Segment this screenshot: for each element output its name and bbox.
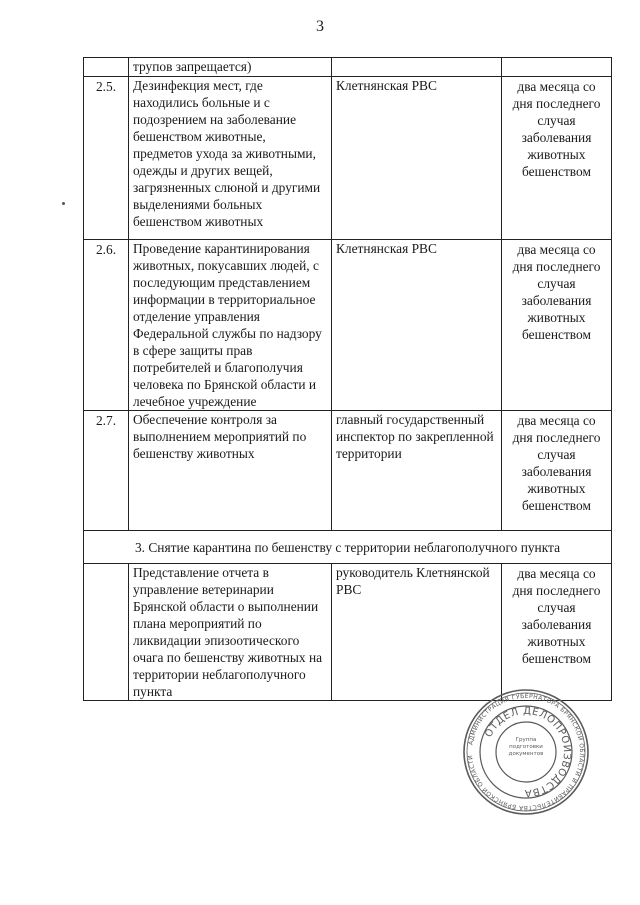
stamp-ring-text: ОТДЕЛ ДЕЛОПРОИЗВОДСТВА: [483, 705, 573, 799]
deadline-cell: два месяца со дня последнего случая заболевания животных бешенством: [502, 77, 612, 240]
measure-text-cell: Проведение карантинирования животных, покусавших людей, с последующим представлением информации в территориальное отделение управления Федеральной службы по надзору в сфере защиты прав потребителей и благополучия человека по Брянской области и лечебное учреждение: [129, 240, 332, 411]
section-title: 3. Снятие карантина по бешенству с территории неблагополучного пункта: [84, 531, 612, 564]
row-number-cell: 2.6.: [84, 240, 129, 411]
responsible-cell: Клетнянская РВС: [332, 240, 502, 411]
stamp-center-text: Группа подготовки документов: [508, 737, 544, 757]
responsible-cell: Клетнянская РВС: [332, 77, 502, 240]
measure-text-cell: Дезинфекция мест, где находились больные и с подозрением на заболевание бешенством животные, предметов ухода за животными, одежды и других вещей, загрязненных слюной и другими выделениями больных бешенством животных: [129, 77, 332, 240]
row-number-cell: 2.5.: [84, 77, 129, 240]
table-row: [84, 58, 612, 77]
margin-mark: [62, 202, 65, 205]
section-header-row: [84, 531, 612, 564]
table-row: [84, 411, 612, 531]
responsible-cell: руководитель Клетнянской РВС: [332, 564, 502, 701]
row-number-cell: [84, 58, 129, 77]
deadline-cell: [502, 58, 612, 77]
row-number-cell: [84, 564, 129, 701]
table-row: [84, 564, 612, 701]
table-row: [84, 77, 612, 240]
deadline-cell: два месяца со дня последнего случая заболевания животных бешенством: [502, 411, 612, 531]
stamp-outer-text: АДМИНИСТРАЦИЯ ГУБЕРНАТОРА БРЯНСКОЙ ОБЛАСТИ И ПРАВИТЕЛЬСТВА БРЯНСКОЙ ОБЛАСТИ: [467, 692, 586, 812]
row-number-cell: 2.7.: [84, 411, 129, 531]
measure-text-cell: Обеспечение контроля за выполнением мероприятий по бешенству животных: [129, 411, 332, 531]
page-number: 3: [316, 18, 324, 35]
measure-text-cell: Представление отчета в управление ветеринарии Брянской области о выполнении плана мероприятий по ликвидации эпизоотического очага по бешенству животных на территории неблагополучного пункта: [129, 564, 332, 701]
table-row: [84, 240, 612, 411]
deadline-cell: два месяца со дня последнего случая заболевания животных бешенством: [502, 240, 612, 411]
measure-text-cell: трупов запрещается): [129, 58, 332, 77]
deadline-cell: два месяца со дня последнего случая заболевания животных бешенством: [502, 564, 612, 701]
responsible-cell: [332, 58, 502, 77]
stamp-center: [500, 737, 552, 767]
official-stamp: [462, 688, 590, 816]
measures-table: [83, 57, 612, 701]
responsible-cell: главный государственный инспектор по закрепленной территории: [332, 411, 502, 531]
